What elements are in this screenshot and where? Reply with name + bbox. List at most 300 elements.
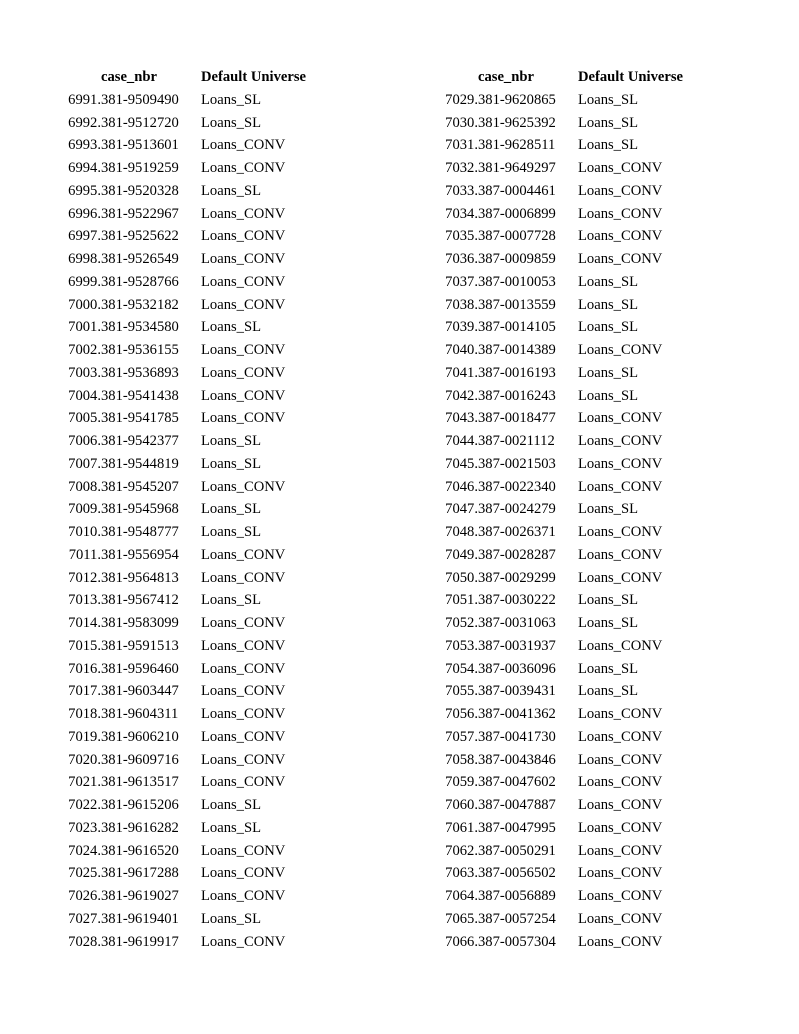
universe-cell: Loans_CONV xyxy=(578,728,663,745)
universe-cell: Loans_SL xyxy=(578,296,638,313)
row-number: 7028. xyxy=(68,933,101,950)
row-number: 6999. xyxy=(68,273,101,290)
table-row xyxy=(432,862,698,885)
case-nbr-cell: 381-9512720 xyxy=(101,114,179,131)
universe-cell: Loans_CONV xyxy=(578,433,663,449)
table-row xyxy=(55,453,321,476)
case-nbr-cell: 381-9583099 xyxy=(101,615,179,631)
case-nbr-cell: 387-0030222 xyxy=(478,592,556,609)
case-nbr-cell: 381-9525622 xyxy=(101,228,179,245)
universe-cell: Loans_SL xyxy=(578,273,638,290)
table-row xyxy=(432,544,698,567)
table-row xyxy=(55,294,321,317)
row-number: 7030. xyxy=(445,114,478,131)
table-row xyxy=(432,248,698,271)
row-number: 7033. xyxy=(445,182,478,199)
table-row xyxy=(55,635,321,658)
row-number: 7053. xyxy=(445,637,478,654)
universe-cell: Loans_SL xyxy=(578,114,638,131)
case-nbr-cell: 381-9536893 xyxy=(101,364,179,381)
row-number: 7048. xyxy=(445,524,478,540)
universe-cell: Loans_CONV xyxy=(201,706,286,722)
table-row xyxy=(432,498,698,521)
table-row xyxy=(432,112,698,135)
row-number: 7066. xyxy=(445,933,478,950)
table-row xyxy=(432,203,698,226)
table-row xyxy=(55,908,321,931)
table-row xyxy=(55,271,321,294)
universe-cell: Loans_SL xyxy=(578,387,638,404)
case-nbr-cell: 387-0039431 xyxy=(478,683,556,700)
table-row xyxy=(432,407,698,430)
case-nbr-cell: 381-9620865 xyxy=(478,91,556,108)
row-number: 7059. xyxy=(445,774,478,791)
table-row xyxy=(432,794,698,817)
table-row xyxy=(432,157,698,180)
row-number: 7044. xyxy=(445,433,478,449)
case-nbr-cell: 387-0050291 xyxy=(478,842,556,859)
row-number: 7005. xyxy=(68,410,101,427)
row-number: 7063. xyxy=(445,865,478,882)
row-number: 7034. xyxy=(445,205,478,222)
case-nbr-cell: 381-9545207 xyxy=(101,478,179,495)
case-nbr-cell: 387-0009859 xyxy=(478,251,556,267)
case-nbr-cell: 381-9541785 xyxy=(101,410,179,427)
row-number: 7026. xyxy=(68,888,101,904)
row-number: 7047. xyxy=(445,501,478,518)
universe-cell: Loans_CONV xyxy=(578,842,663,859)
universe-cell: Loans_CONV xyxy=(201,296,286,313)
table-row xyxy=(55,203,321,226)
table-row xyxy=(55,476,321,499)
universe-cell: Loans_CONV xyxy=(201,137,286,154)
row-number: 7023. xyxy=(68,819,101,836)
row-number: 7006. xyxy=(68,433,101,449)
case-nbr-cell: 381-9619401 xyxy=(101,910,179,927)
table-row xyxy=(432,840,698,863)
universe-cell: Loans_SL xyxy=(578,592,638,609)
universe-cell: Loans_CONV xyxy=(201,842,286,859)
case-nbr-cell: 381-9519259 xyxy=(101,160,179,176)
table-row xyxy=(432,476,698,499)
row-number: 7051. xyxy=(445,592,478,609)
universe-cell: Loans_SL xyxy=(578,91,638,108)
universe-cell: Loans_SL xyxy=(201,819,261,836)
case-nbr-cell: 381-9542377 xyxy=(101,433,179,449)
table-row xyxy=(432,180,698,203)
table-row xyxy=(55,840,321,863)
case-nbr-cell: 381-9615206 xyxy=(101,797,179,813)
universe-cell: Loans_SL xyxy=(578,137,638,154)
universe-cell: Loans_SL xyxy=(578,501,638,518)
row-number: 7065. xyxy=(445,910,478,927)
table-row xyxy=(55,567,321,590)
universe-cell: Loans_SL xyxy=(578,660,638,677)
table-row xyxy=(432,680,698,703)
universe-cell: Loans_CONV xyxy=(201,546,286,563)
table-row xyxy=(432,749,698,772)
row-number: 7040. xyxy=(445,342,478,358)
row-number: 7031. xyxy=(445,137,478,154)
row-number: 7045. xyxy=(445,455,478,472)
row-number: 7019. xyxy=(68,728,101,745)
case-nbr-cell: 381-9544819 xyxy=(101,455,179,472)
table-row xyxy=(55,248,321,271)
universe-cell: Loans_SL xyxy=(578,364,638,381)
row-number: 7035. xyxy=(445,228,478,245)
case-nbr-cell: 387-0057304 xyxy=(478,933,556,950)
table-row xyxy=(432,339,698,362)
universe-cell: Loans_CONV xyxy=(201,478,286,495)
universe-cell: Loans_CONV xyxy=(578,637,663,654)
table-row xyxy=(55,180,321,203)
universe-cell: Loans_CONV xyxy=(578,865,663,882)
row-number: 7016. xyxy=(68,660,101,677)
row-number: 7060. xyxy=(445,797,478,813)
universe-cell: Loans_CONV xyxy=(201,569,286,586)
case-nbr-cell: 387-0031937 xyxy=(478,637,556,654)
case-nbr-cell: 387-0041730 xyxy=(478,728,556,745)
universe-cell: Loans_CONV xyxy=(201,933,286,950)
universe-cell: Loans_CONV xyxy=(578,751,663,768)
table-row xyxy=(55,794,321,817)
row-number: 7057. xyxy=(445,728,478,745)
case-nbr-cell: 381-9534580 xyxy=(101,319,179,336)
table-row xyxy=(432,453,698,476)
universe-header: Default Universe xyxy=(201,69,306,85)
universe-cell: Loans_CONV xyxy=(578,228,663,245)
table-row xyxy=(55,680,321,703)
case-nbr-cell: 381-9564813 xyxy=(101,569,179,586)
table-row xyxy=(432,385,698,408)
universe-cell: Loans_CONV xyxy=(578,933,663,950)
table-row xyxy=(55,157,321,180)
row-number: 7009. xyxy=(68,501,101,518)
case-nbr-cell: 387-0036096 xyxy=(478,660,556,677)
case-nbr-cell: 387-0047887 xyxy=(478,797,556,813)
universe-cell: Loans_SL xyxy=(201,114,261,131)
row-number: 7049. xyxy=(445,546,478,563)
table-row xyxy=(432,885,698,908)
universe-cell: Loans_CONV xyxy=(201,615,286,631)
row-number: 7022. xyxy=(68,797,101,813)
table-row xyxy=(432,294,698,317)
row-number: 7008. xyxy=(68,478,101,495)
universe-cell: Loans_CONV xyxy=(578,888,663,904)
universe-cell: Loans_SL xyxy=(201,455,261,472)
row-number: 7058. xyxy=(445,751,478,768)
universe-cell: Loans_CONV xyxy=(201,342,286,358)
case-nbr-cell: 387-0006899 xyxy=(478,205,556,222)
row-number: 7024. xyxy=(68,842,101,859)
universe-cell: Loans_CONV xyxy=(578,524,663,540)
row-number: 7050. xyxy=(445,569,478,586)
case-nbr-cell: 387-0028287 xyxy=(478,546,556,563)
table-row xyxy=(432,612,698,635)
row-number: 7010. xyxy=(68,524,101,540)
table-row xyxy=(55,589,321,612)
table-row xyxy=(55,89,321,112)
case-nbr-cell: 387-0041362 xyxy=(478,706,556,722)
row-number: 7062. xyxy=(445,842,478,859)
row-number: 7061. xyxy=(445,819,478,836)
table-row xyxy=(55,931,321,954)
table-row xyxy=(432,635,698,658)
row-number: 7054. xyxy=(445,660,478,677)
case-nbr-cell: 387-0021112 xyxy=(478,433,555,449)
universe-cell: Loans_CONV xyxy=(578,160,663,176)
row-number: 7025. xyxy=(68,865,101,882)
universe-cell: Loans_SL xyxy=(201,910,261,927)
universe-cell: Loans_CONV xyxy=(201,410,286,427)
case-nbr-cell: 387-0014389 xyxy=(478,342,556,358)
case-nbr-cell: 381-9526549 xyxy=(101,251,179,267)
table-row xyxy=(432,931,698,954)
universe-cell: Loans_SL xyxy=(201,433,261,449)
case-nbr-cell: 381-9596460 xyxy=(101,660,179,677)
universe-cell: Loans_SL xyxy=(201,91,261,108)
case-nbr-cell: 387-0056889 xyxy=(478,888,556,904)
universe-cell: Loans_CONV xyxy=(201,273,286,290)
table-row xyxy=(432,908,698,931)
case-nbr-cell: 381-9619027 xyxy=(101,888,179,904)
table-row xyxy=(55,521,321,544)
case-nbr-cell: 381-9604311 xyxy=(101,706,179,722)
table-row xyxy=(432,589,698,612)
table-row xyxy=(432,817,698,840)
table-row xyxy=(432,703,698,726)
row-number: 7000. xyxy=(68,296,101,313)
table-row xyxy=(55,362,321,385)
universe-cell: Loans_CONV xyxy=(201,364,286,381)
case-nbr-header: case_nbr xyxy=(478,69,534,85)
table-row xyxy=(432,771,698,794)
universe-cell: Loans_SL xyxy=(201,592,261,609)
universe-cell: Loans_CONV xyxy=(201,751,286,768)
universe-cell: Loans_CONV xyxy=(201,205,286,222)
row-number: 6995. xyxy=(68,182,101,199)
universe-cell: Loans_CONV xyxy=(201,683,286,700)
case-nbr-cell: 381-9532182 xyxy=(101,296,179,313)
universe-cell: Loans_SL xyxy=(578,319,638,336)
row-number: 6991. xyxy=(68,91,101,108)
table-row xyxy=(55,862,321,885)
case-nbr-cell: 387-0026371 xyxy=(478,524,556,540)
row-number: 7043. xyxy=(445,410,478,427)
universe-cell: Loans_CONV xyxy=(201,865,286,882)
table-row xyxy=(432,89,698,112)
universe-cell: Loans_CONV xyxy=(201,888,286,904)
table-row xyxy=(432,430,698,453)
case-nbr-cell: 381-9619917 xyxy=(101,933,179,950)
row-number: 6996. xyxy=(68,205,101,222)
row-number: 7039. xyxy=(445,319,478,336)
universe-cell: Loans_CONV xyxy=(578,774,663,791)
row-number: 7003. xyxy=(68,364,101,381)
table-row xyxy=(432,316,698,339)
case-nbr-cell: 387-0056502 xyxy=(478,865,556,882)
universe-cell: Loans_CONV xyxy=(578,569,663,586)
universe-cell: Loans_SL xyxy=(201,182,261,199)
case-nbr-cell: 381-9548777 xyxy=(101,524,179,540)
universe-cell: Loans_CONV xyxy=(201,387,286,404)
case-nbr-cell: 387-0031063 xyxy=(478,615,556,631)
universe-cell: Loans_SL xyxy=(201,501,261,518)
case-nbr-cell: 387-0021503 xyxy=(478,455,556,472)
table-row xyxy=(55,703,321,726)
row-number: 6994. xyxy=(68,160,101,176)
case-nbr-cell: 387-0018477 xyxy=(478,410,556,427)
table-row xyxy=(432,567,698,590)
case-nbr-cell: 381-9617288 xyxy=(101,865,179,882)
case-nbr-cell: 387-0029299 xyxy=(478,569,556,586)
table-row xyxy=(55,885,321,908)
case-nbr-cell: 387-0047995 xyxy=(478,819,556,836)
table-row xyxy=(55,112,321,135)
row-number: 7032. xyxy=(445,160,478,176)
case-nbr-cell: 387-0004461 xyxy=(478,182,556,199)
table-row xyxy=(432,362,698,385)
right-header-row xyxy=(432,66,698,89)
universe-cell: Loans_SL xyxy=(201,524,261,540)
table-row xyxy=(55,817,321,840)
case-nbr-cell: 381-9509490 xyxy=(101,91,179,108)
row-number: 7029. xyxy=(445,91,478,108)
left-table xyxy=(55,66,321,953)
case-nbr-cell: 381-9616282 xyxy=(101,819,179,836)
case-nbr-cell: 387-0013559 xyxy=(478,296,556,313)
row-number: 7020. xyxy=(68,751,101,768)
universe-cell: Loans_CONV xyxy=(578,455,663,472)
universe-cell: Loans_CONV xyxy=(578,546,663,563)
row-number: 7037. xyxy=(445,273,478,290)
universe-cell: Loans_CONV xyxy=(201,228,286,245)
case-nbr-cell: 381-9591513 xyxy=(101,637,179,654)
row-number: 7013. xyxy=(68,592,101,609)
case-nbr-cell: 387-0010053 xyxy=(478,273,556,290)
case-nbr-cell: 387-0022340 xyxy=(478,478,556,495)
case-nbr-cell: 381-9522967 xyxy=(101,205,179,222)
row-number: 7064. xyxy=(445,888,478,904)
table-row xyxy=(55,385,321,408)
case-nbr-cell: 381-9567412 xyxy=(101,592,179,609)
universe-cell: Loans_CONV xyxy=(578,797,663,813)
row-number: 7027. xyxy=(68,910,101,927)
row-number: 7055. xyxy=(445,683,478,700)
universe-cell: Loans_CONV xyxy=(201,728,286,745)
table-row xyxy=(55,544,321,567)
case-nbr-cell: 381-9649297 xyxy=(478,160,556,176)
row-number: 7001. xyxy=(68,319,101,336)
table-row xyxy=(55,726,321,749)
universe-cell: Loans_CONV xyxy=(578,182,663,199)
row-number: 7021. xyxy=(68,774,101,791)
case-nbr-cell: 381-9520328 xyxy=(101,182,179,199)
case-nbr-cell: 381-9545968 xyxy=(101,501,179,518)
table-row xyxy=(55,407,321,430)
row-number: 7038. xyxy=(445,296,478,313)
case-nbr-cell: 381-9613517 xyxy=(101,774,179,791)
case-nbr-cell: 381-9628511 xyxy=(478,137,556,154)
case-nbr-cell: 381-9609716 xyxy=(101,751,179,768)
row-number: 7018. xyxy=(68,706,101,722)
table-row xyxy=(432,726,698,749)
case-nbr-cell: 381-9528766 xyxy=(101,273,179,290)
row-number: 7002. xyxy=(68,342,101,358)
row-number: 6998. xyxy=(68,251,101,267)
row-number: 7042. xyxy=(445,387,478,404)
case-nbr-cell: 381-9606210 xyxy=(101,728,179,745)
row-number: 7017. xyxy=(68,683,101,700)
table-row xyxy=(55,339,321,362)
row-number: 7036. xyxy=(445,251,478,267)
row-number: 7007. xyxy=(68,455,101,472)
case-nbr-cell: 387-0016243 xyxy=(478,387,556,404)
universe-cell: Loans_CONV xyxy=(578,819,663,836)
row-number: 7014. xyxy=(68,615,101,631)
case-nbr-cell: 381-9536155 xyxy=(101,342,179,358)
case-nbr-cell: 387-0016193 xyxy=(478,364,556,381)
case-nbr-cell: 387-0047602 xyxy=(478,774,556,791)
universe-cell: Loans_SL xyxy=(578,615,638,631)
row-number: 7012. xyxy=(68,569,101,586)
universe-cell: Loans_CONV xyxy=(578,478,663,495)
universe-cell: Loans_CONV xyxy=(578,342,663,358)
table-row xyxy=(55,430,321,453)
case-nbr-cell: 381-9556954 xyxy=(101,546,179,563)
row-number: 7004. xyxy=(68,387,101,404)
universe-cell: Loans_CONV xyxy=(578,251,663,267)
row-number: 7015. xyxy=(68,637,101,654)
case-nbr-cell: 381-9603447 xyxy=(101,683,179,700)
table-row xyxy=(432,521,698,544)
row-number: 6993. xyxy=(68,137,101,154)
table-row xyxy=(432,225,698,248)
row-number: 7056. xyxy=(445,706,478,722)
universe-cell: Loans_CONV xyxy=(578,205,663,222)
case-nbr-cell: 387-0024279 xyxy=(478,501,556,518)
left-header-row xyxy=(55,66,321,89)
universe-cell: Loans_CONV xyxy=(201,251,286,267)
table-row xyxy=(432,658,698,681)
universe-cell: Loans_SL xyxy=(201,797,261,813)
table-row xyxy=(55,612,321,635)
universe-cell: Loans_SL xyxy=(578,683,638,700)
universe-cell: Loans_CONV xyxy=(578,410,663,427)
table-row xyxy=(55,498,321,521)
universe-cell: Loans_CONV xyxy=(578,910,663,927)
case-nbr-cell: 381-9541438 xyxy=(101,387,179,404)
case-nbr-cell: 387-0014105 xyxy=(478,319,556,336)
universe-cell: Loans_CONV xyxy=(201,774,286,791)
row-number: 7052. xyxy=(445,615,478,631)
case-nbr-cell: 381-9616520 xyxy=(101,842,179,859)
row-number: 7011. xyxy=(68,546,101,563)
case-nbr-cell: 387-0057254 xyxy=(478,910,556,927)
case-nbr-cell: 387-0043846 xyxy=(478,751,556,768)
universe-cell: Loans_CONV xyxy=(201,660,286,677)
table-row xyxy=(55,134,321,157)
table-row xyxy=(55,771,321,794)
table-row xyxy=(55,316,321,339)
universe-cell: Loans_CONV xyxy=(201,160,286,176)
row-number: 6992. xyxy=(68,114,101,131)
case-nbr-cell: 381-9513601 xyxy=(101,137,179,154)
right-table xyxy=(432,66,698,953)
row-number: 7041. xyxy=(445,364,478,381)
universe-cell: Loans_CONV xyxy=(201,637,286,654)
universe-header: Default Universe xyxy=(578,69,683,85)
